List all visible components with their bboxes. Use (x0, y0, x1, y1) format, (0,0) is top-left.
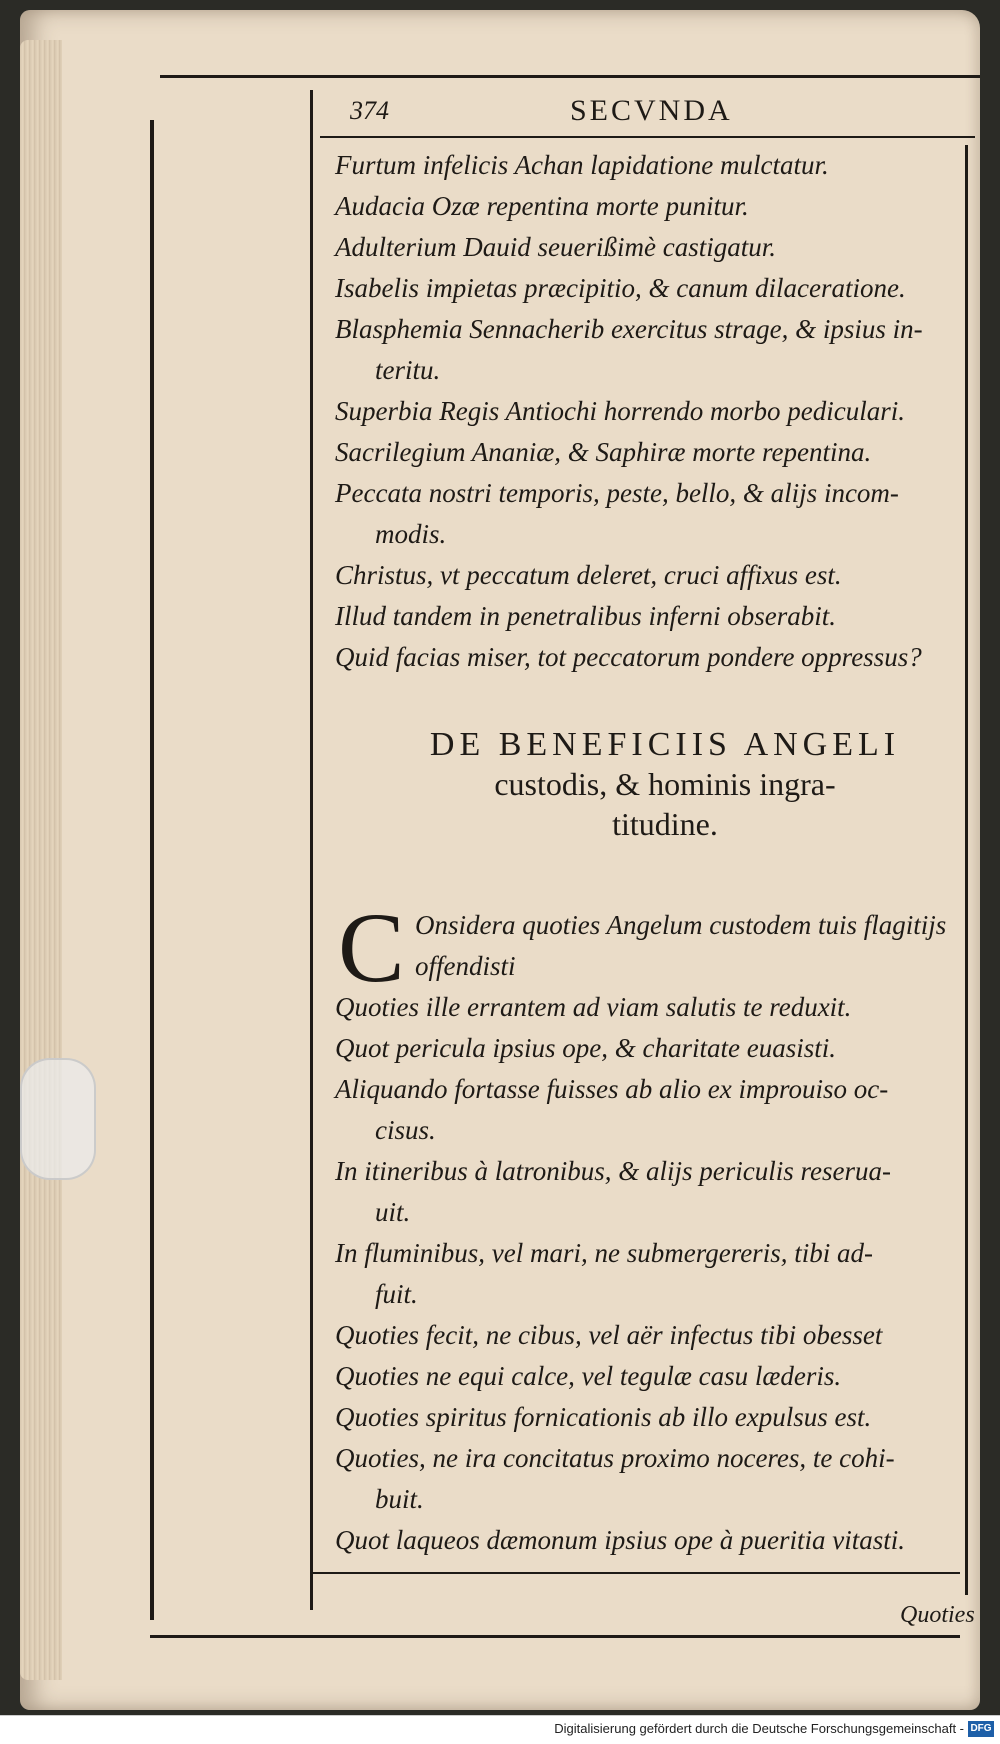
section-heading (350, 726, 980, 844)
text-line: In itineribus à latronibus, & alijs periculis reserua- (335, 1156, 891, 1186)
text-line: Quot pericula ipsius ope, & charitate euasisti. (335, 1033, 836, 1063)
text-line: Quoties ille errantem ad viam salutis te reduxit. (335, 992, 852, 1022)
page-clip (20, 1058, 96, 1180)
funding-credit: Digitalisierung gefördert durch die Deutsche Forschungsgemeinschaft - (554, 1721, 964, 1736)
bottom-text-rule (310, 1572, 960, 1574)
left-inner-rule (310, 90, 313, 1610)
text-line: Quoties ne equi calce, vel tegulæ casu læderis. (335, 1361, 842, 1391)
section-heading-line1: DE BENEFICIIS ANGELI (429, 726, 901, 763)
text-line: cisus. (375, 1115, 436, 1145)
text-line: fuit. (375, 1279, 418, 1309)
text-line: Blasphemia Sennacherib exercitus strage, & ipsius in- (335, 314, 923, 344)
text-line: uit. (375, 1197, 411, 1227)
text-line: Sacrilegium Ananiæ, & Saphiræ morte repentina. (335, 437, 872, 467)
upper-text-block (335, 145, 985, 678)
dfg-logo: DFG (968, 1721, 994, 1737)
text-line: In fluminibus, vel mari, ne submergereris, tibi ad- (335, 1238, 873, 1268)
text-line: Furtum infelicis Achan lapidatione mulctatur. (335, 150, 829, 180)
book-page (20, 10, 980, 1710)
text-line: Audacia Ozæ repentina morte punitur. (335, 191, 749, 221)
text-line: teritu. (375, 355, 441, 385)
section-heading-line3: titudine. (612, 806, 718, 842)
text-line: Quoties, ne ira concitatus proximo noceres, te cohi- (335, 1443, 895, 1473)
page-number: 374 (350, 96, 389, 125)
top-rule (160, 75, 980, 78)
text-line: Quoties fecit, ne cibus, vel aër infectus tibi obesset (335, 1320, 883, 1350)
text-line: Aliquando fortasse fuisses ab alio ex improuiso oc- (335, 1074, 889, 1104)
text-line: offendisti (415, 951, 516, 981)
text-line: modis. (375, 519, 447, 549)
text-line: Quid facias miser, tot peccatorum pondere oppressus? (335, 642, 922, 672)
text-line: Onsidera quoties Angelum custodem tuis flagitijs (415, 910, 947, 940)
footer-bar (0, 1715, 1000, 1744)
drop-cap: C (338, 892, 405, 1003)
bottom-rule (150, 1635, 960, 1638)
running-title: SECVNDA (570, 94, 733, 127)
catchword: Quoties (900, 1602, 975, 1628)
text-line: Peccata nostri temporis, peste, bello, & alijs incom- (335, 478, 899, 508)
header-rule (320, 136, 975, 138)
text-line: Adulterium Dauid seuerißimè castigatur. (335, 232, 776, 262)
text-line: Quot laqueos dæmonum ipsius ope à pueritia vitasti. (335, 1525, 905, 1555)
text-line: Isabelis impietas præcipitio, & canum dilaceratione. (335, 273, 906, 303)
left-outer-rule (150, 120, 154, 1620)
section-heading-line2: custodis, & hominis ingra- (494, 766, 836, 802)
text-line: buit. (375, 1484, 424, 1514)
page-edges (20, 40, 62, 1680)
lower-text-block (335, 905, 985, 1561)
text-line: Christus, vt peccatum deleret, cruci affixus est. (335, 560, 842, 590)
text-line: Superbia Regis Antiochi horrendo morbo pediculari. (335, 396, 905, 426)
text-line: Quoties spiritus fornicationis ab illo expulsus est. (335, 1402, 872, 1432)
text-line: Illud tandem in penetralibus inferni obserabit. (335, 601, 836, 631)
